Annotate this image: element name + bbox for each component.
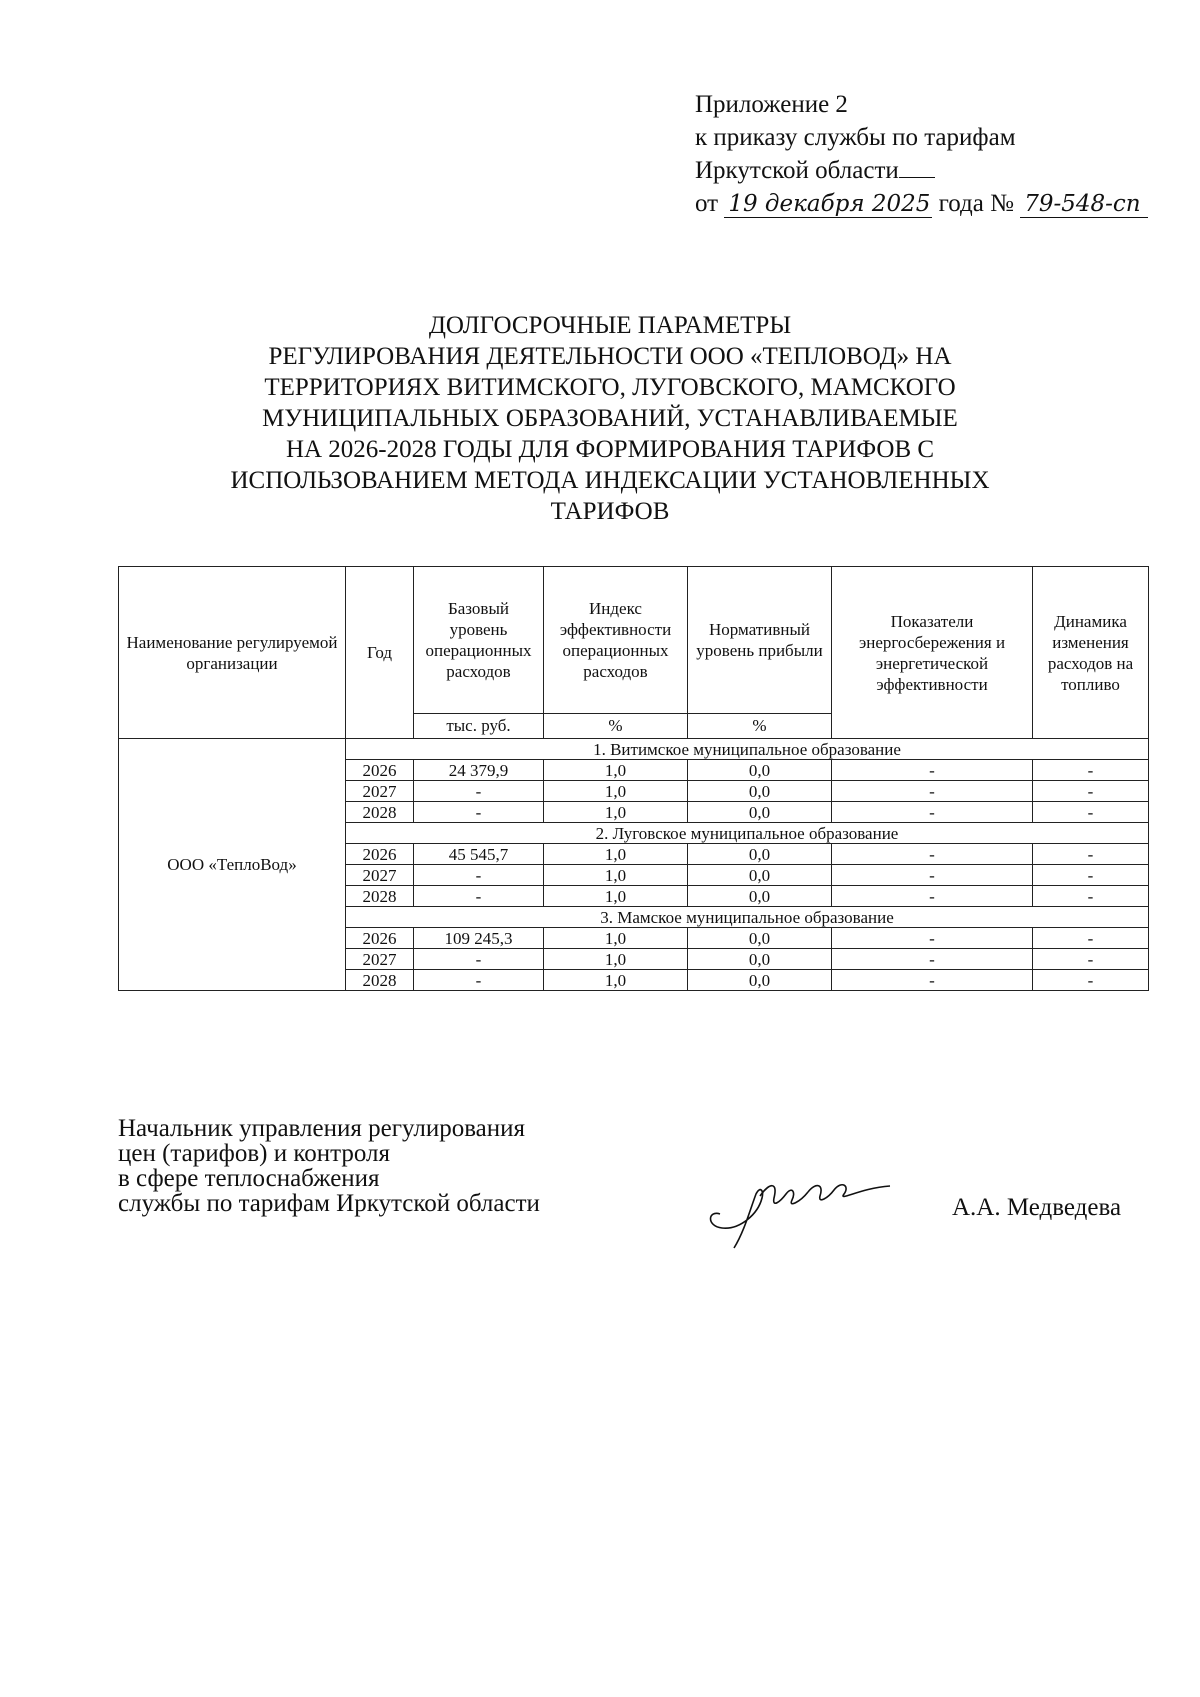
cell-year: 2027 [346,865,414,886]
position-line: цен (тарифов) и контроля [118,1140,390,1167]
cell-energy: - [832,760,1033,781]
cell-base: - [414,865,544,886]
signatory-name: А.А. Медведева [952,1194,1122,1221]
cell-base: - [414,802,544,823]
cell-base: 109 245,3 [414,928,544,949]
organization-cell: ООО «ТеплоВод» [119,739,346,991]
underline-gap [899,157,935,178]
header-profit: Нормативный уровень прибыли [688,567,832,714]
cell-fuel: - [1033,886,1149,907]
appendix-line-2: к приказу службы по тарифам [695,124,1016,151]
cell-index: 1,0 [544,781,688,802]
cell-index: 1,0 [544,865,688,886]
title-line: ТАРИФОВ [550,498,670,525]
cell-energy: - [832,970,1033,991]
cell-profit: 0,0 [688,970,832,991]
cell-energy: - [832,865,1033,886]
cell-index: 1,0 [544,886,688,907]
cell-energy: - [832,844,1033,865]
title-line: НА 2026-2028 ГОДЫ ДЛЯ ФОРМИРОВАНИЯ ТАРИФОВ С [285,436,935,463]
cell-energy: - [832,949,1033,970]
parameters-table [118,566,1149,991]
appendix-region: Иркутской области [695,157,899,184]
cell-fuel: - [1033,802,1149,823]
cell-profit: 0,0 [688,886,832,907]
table-header-row [119,567,1149,714]
cell-fuel: - [1033,949,1149,970]
cell-year: 2026 [346,844,414,865]
signatory-position [118,1116,638,1216]
title-line: ТЕРРИТОРИЯХ ВИТИМСКОГО, ЛУГОВСКОГО, МАМСКОГО [264,374,956,401]
position-line: службы по тарифам Иркутской области [118,1190,540,1217]
cell-fuel: - [1033,865,1149,886]
cell-base: - [414,886,544,907]
cell-profit: 0,0 [688,781,832,802]
cell-fuel: - [1033,760,1149,781]
cell-year: 2028 [346,886,414,907]
cell-fuel: - [1033,781,1149,802]
handwritten-signature [700,1152,900,1252]
appendix-line-3 [695,154,1175,187]
cell-index: 1,0 [544,949,688,970]
title-line: ИСПОЛЬЗОВАНИЕМ МЕТОДА ИНДЕКСАЦИИ УСТАНОВЛЕННЫХ [230,467,990,494]
year-number-label: года № [938,190,1014,217]
from-label: от [695,190,719,217]
cell-year: 2028 [346,802,414,823]
cell-index: 1,0 [544,970,688,991]
cell-fuel: - [1033,970,1149,991]
cell-base: - [414,970,544,991]
handwritten-date: 19 декабря 2025 [724,191,932,218]
cell-energy: - [832,781,1033,802]
header-fuel: Динамика изменения расходов на топливо [1033,567,1149,739]
cell-index: 1,0 [544,844,688,865]
appendix-block [695,88,1175,220]
title-line: РЕГУЛИРОВАНИЯ ДЕЯТЕЛЬНОСТИ ООО «ТЕПЛОВОД» НА [268,343,952,370]
appendix-line-1: Приложение 2 [695,91,848,118]
section-title: 3. Мамское муниципальное образование [346,907,1149,928]
title-line: ДОЛГОСРОЧНЫЕ ПАРАМЕТРЫ [428,312,792,339]
cell-energy: - [832,886,1033,907]
unit-index: % [544,714,688,739]
cell-index: 1,0 [544,760,688,781]
cell-fuel: - [1033,844,1149,865]
position-line: Начальник управления регулирования [118,1115,526,1142]
cell-base: 45 545,7 [414,844,544,865]
cell-year: 2027 [346,781,414,802]
section-title: 2. Луговское муниципальное образование [346,823,1149,844]
header-energy: Показатели энергосбережения и энергетической эффективности [832,567,1033,739]
header-base: Базовый уровень операционных расходов [414,567,544,714]
header-year: Год [346,567,414,739]
cell-index: 1,0 [544,802,688,823]
position-line: в сфере теплоснабжения [118,1165,380,1192]
title-line: МУНИЦИПАЛЬНЫХ ОБРАЗОВАНИЙ, УСТАНАВЛИВАЕМЫЕ [262,405,958,432]
document-title [190,310,1030,527]
appendix-date-line [695,187,1175,220]
cell-profit: 0,0 [688,760,832,781]
cell-index: 1,0 [544,928,688,949]
unit-base: тыс. руб. [414,714,544,739]
cell-base: - [414,949,544,970]
header-org: Наименование регулируемой организации [119,567,346,739]
cell-year: 2027 [346,949,414,970]
header-index: Индекс эффективности операционных расходов [544,567,688,714]
cell-year: 2028 [346,970,414,991]
cell-year: 2026 [346,760,414,781]
cell-base: - [414,781,544,802]
cell-profit: 0,0 [688,928,832,949]
cell-fuel: - [1033,928,1149,949]
handwritten-order-number: 79-548-сп [1020,191,1148,218]
cell-year: 2026 [346,928,414,949]
cell-profit: 0,0 [688,865,832,886]
section-row [119,739,1149,760]
cell-base: 24 379,9 [414,760,544,781]
cell-energy: - [832,802,1033,823]
section-title: 1. Витимское муниципальное образование [346,739,1149,760]
cell-profit: 0,0 [688,802,832,823]
cell-profit: 0,0 [688,844,832,865]
unit-profit: % [688,714,832,739]
cell-profit: 0,0 [688,949,832,970]
cell-energy: - [832,928,1033,949]
